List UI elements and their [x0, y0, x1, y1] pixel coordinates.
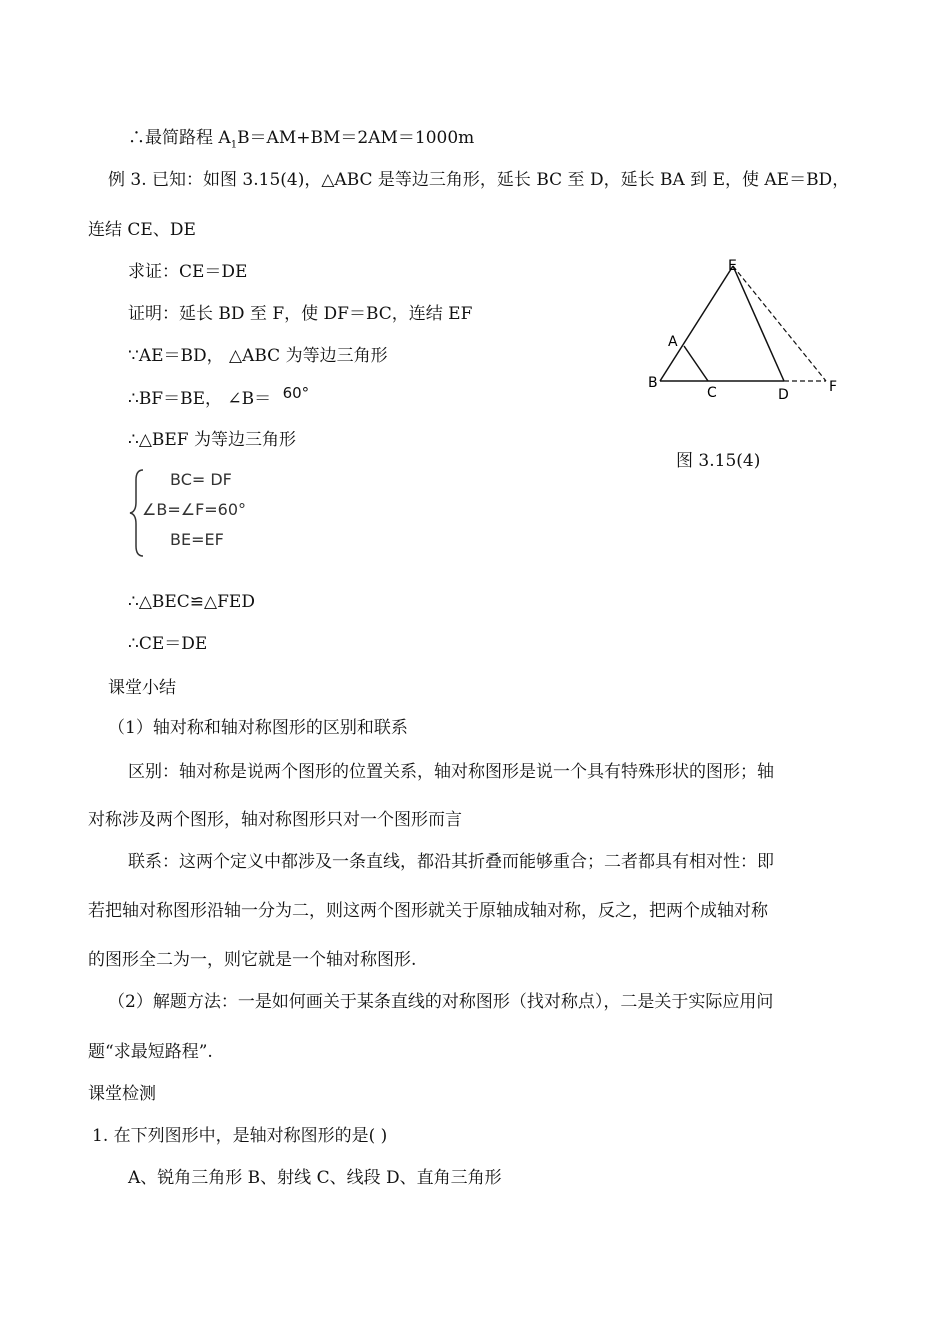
text-line: （2）解题方法：一是如何画关于某条直线的对称图形（找对称点），二是关于实际应用问	[108, 992, 774, 1012]
brace-row: BE=EF	[170, 530, 224, 549]
text-line: 若把轴对称图形沿轴一分为二，则这两个图形就关于原轴成轴对称，反之，把两个成轴对称	[88, 901, 768, 921]
congruence-conditions	[128, 468, 288, 558]
text-line: 对称涉及两个图形，轴对称图形只对一个图形而言	[88, 810, 462, 830]
text-span: ∴BF＝BE， ∠B＝	[128, 389, 272, 409]
label-C: C	[707, 385, 717, 401]
text-line: ∵AE＝BD， △ABC 为等边三角形	[128, 346, 388, 366]
text-line: 求证：CE＝DE	[128, 262, 248, 282]
text-line: 证明：延长 BD 至 F，使 DF＝BC，连结 EF	[128, 304, 473, 324]
label-E: E	[728, 258, 737, 274]
text-span: B＝AM+BM＝2AM＝1000m	[237, 128, 475, 148]
text-line: 连结 CE、DE	[88, 220, 196, 240]
question-options: A、锐角三角形 B、射线 C、线段 D、直角三角形	[128, 1168, 502, 1188]
segment-AC	[684, 346, 708, 381]
text-line: ∴△BEC≌△FED	[128, 592, 255, 612]
text-line: 的图形全二为一，则它就是一个轴对称图形.	[88, 950, 417, 970]
text-line: 联系：这两个定义中都涉及一条直线，都沿其折叠而能够重合；二者都具有相对性：即	[128, 852, 774, 872]
text-line: ∴△BEF 为等边三角形	[128, 430, 296, 450]
text-line	[128, 126, 474, 157]
text-line: ∴CE＝DE	[128, 634, 208, 654]
section-title: 课堂检测	[88, 1084, 156, 1104]
text-line: （1）轴对称和轴对称图形的区别和联系	[108, 718, 408, 738]
example-heading: 例 3. 已知：如图 3.15(4)，△ABC 是等边三角形，延长 BC 至 D，延长 BA 到 E，使 AE＝BD，	[108, 170, 850, 190]
segment-ED	[733, 266, 784, 381]
label-B: B	[648, 375, 658, 391]
label-D: D	[778, 387, 789, 403]
brace-row: BC= DF	[170, 470, 232, 489]
question: 1. 在下列图形中，是轴对称图形的是( )	[92, 1126, 388, 1146]
text-line: 区别：轴对称是说两个图形的位置关系，轴对称图形是说一个具有特殊形状的图形；轴	[128, 762, 774, 782]
label-F: F	[829, 379, 838, 395]
text-line: 题“求最短路程”.	[88, 1042, 213, 1062]
angle-value: 60°	[282, 384, 310, 402]
triangle-figure	[640, 250, 860, 410]
figure-caption: 图 3.15(4)	[676, 451, 761, 471]
brace-row: ∠B=∠F=60°	[142, 500, 247, 519]
subscript: 1	[230, 139, 238, 151]
text-span: ∴最简路程 A	[128, 128, 231, 148]
text-line	[128, 384, 310, 411]
section-title: 课堂小结	[108, 678, 176, 698]
label-A: A	[668, 334, 678, 350]
segment-EF-dashed	[733, 266, 826, 381]
